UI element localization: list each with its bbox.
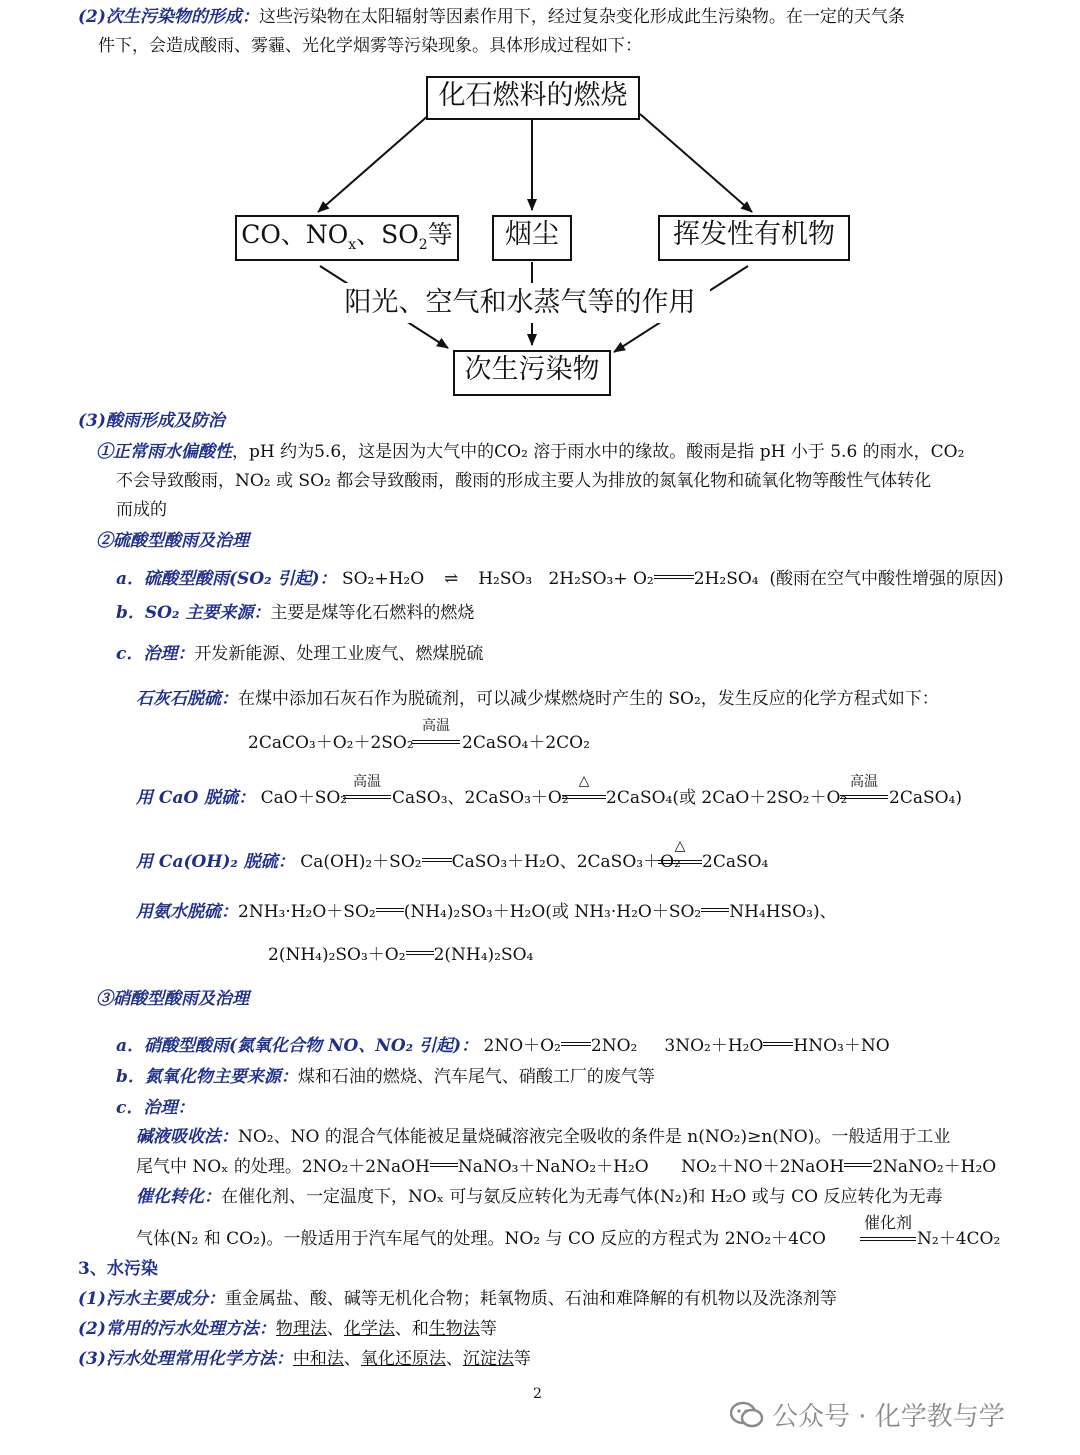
box-secondary-pollutant: 次生污染物 <box>453 350 611 396</box>
alkali-equations: 尾气中 NOₓ 的处理。2NO₂＋2NaOH NaNO₃＋NaNO₂＋H₂O NO₂＋NO＋2NaOH 2NaNO₂＋H₂O <box>136 1157 997 1177</box>
box-pollutant-gases: CO、$NO_x$、$SO_2$等 <box>235 215 459 261</box>
p1-line3: 而成的 <box>116 500 167 520</box>
catalytic-eq-left: 气体(N₂ 和 CO₂)。一般适用于汽车尾气的处理。NO₂ 与 CO 反应的方程式为 2NO₂＋4CO <box>136 1229 826 1249</box>
water-methods: (2)常用的污水处理方法：物理法、化学法、和生物法等 <box>78 1319 497 1339</box>
sec2-text1: 这些污染物在太阳辐射等因素作用下，经过复杂变化形成此生污染物。在一定的天气条 <box>258 7 905 27</box>
eq-sign-catalyst <box>860 1237 916 1241</box>
caoh2-line: 用 Ca(OH)₂ 脱硫： Ca(OH)₂＋SO₂ CaSO₃＋H₂O、2CaSO₃＋O₂ <box>136 852 681 872</box>
p1-line2: 不会导致酸雨，NO₂ 或 SO₂ 都会导致酸雨，酸雨的形成主要人为排放的氮氧化物和硫氧化物等酸性气体转化 <box>116 471 932 491</box>
nox-treatment-heading: c．治理： <box>116 1098 195 1118</box>
watermark-text: 公众号 · 化学教与学 <box>772 1402 1005 1432</box>
p3-heading: ③硝酸型酸雨及治理 <box>96 989 249 1009</box>
eq-sign-4 <box>840 795 888 799</box>
water-pollution-title: 3、水污染 <box>78 1259 158 1279</box>
cond-catalyst: 催化剂 <box>863 1213 912 1232</box>
sec2-text2: 件下，会造成酸雨、雾霾、光化学烟雾等污染现象。具体形成过程如下： <box>98 36 642 56</box>
eq-sign-1 <box>412 740 460 744</box>
flow-arrows <box>0 0 1080 400</box>
cond-high-temp-1: 高温 <box>422 718 450 734</box>
p1-line1: ①正常雨水偏酸性，pH 约为5.6，这是因为大气中的CO₂ 溶于雨水中的缘故。酸雨是指 pH 小于 5.6 的雨水，CO₂ <box>96 442 965 462</box>
cao-line: 用 CaO 脱硫： CaO＋SO₂ <box>136 788 348 808</box>
eq-sign-2 <box>343 795 391 799</box>
arrow-to-gases <box>318 114 430 212</box>
limestone-eq-right: 2CaSO₄＋2CO₂ <box>462 733 590 753</box>
cao-eq-mid: CaSO₃、2CaSO₃＋O₂ <box>392 788 569 808</box>
ammonia-line1: 用氨水脱硫：2NH₃·H₂O＋SO₂ (NH₄)₂SO₃＋H₂O(或 NH₃·H₂O＋SO₂ NH₄HSO₃)、 <box>136 902 837 922</box>
sec3-heading: (3)酸雨形成及防治 <box>78 411 225 431</box>
diagram-action-label: 阳光、空气和水蒸气等的作用 <box>330 283 710 323</box>
sulfuric-acid-rain: a．硫酸型酸雨(SO₂ 引起)： SO₂+H₂O ⇌ H₂SO₃ 2H₂SO₃+ O₂ 2H₂SO₄ (酸雨在空气中酸性增强的原因) <box>116 569 1004 589</box>
sec2-heading: (2)次生污染物的形成： <box>78 7 259 27</box>
ammonia-line2: 2(NH₄)₂SO₃＋O₂ 2(NH₄)₂SO₄ <box>268 945 534 965</box>
water-components: (1)污水主要成分：重金属盐、酸、碱等无机化合物；耗氧物质、石油和难降解的有机物以及洗涤剂等 <box>78 1289 837 1309</box>
box-dust: 烟尘 <box>492 215 572 261</box>
cao-eq-end: 2CaSO₄) <box>889 788 962 808</box>
alkali-absorption: 碱液吸收法：NO₂、NO 的混合气体能被足量烧碱溶液完全吸收的条件是 n(NO₂)≥n(NO)。一般适用于工业 <box>136 1127 951 1147</box>
catalytic-eq-right: N₂＋4CO₂ <box>917 1229 1001 1249</box>
arrow-to-organics <box>640 114 752 212</box>
water-chemical-methods: (3)污水处理常用化学方法：中和法、氧化还原法、沉淀法等 <box>78 1349 531 1369</box>
cao-eq-right: 2CaSO₄(或 2CaO＋2SO₂＋O₂ <box>606 788 848 808</box>
so2-source: b．SO₂ 主要来源：主要是煤等化石燃料的燃烧 <box>116 603 475 623</box>
nitric-acid-rain: a．硝酸型酸雨(氮氧化合物 NO、NO₂ 引起)： 2NO＋O₂ 2NO₂ 3NO₂＋H₂O HNO₃＋NO <box>116 1036 890 1056</box>
limestone-eq-left: 2CaCO₃＋O₂＋2SO₂ <box>248 733 414 753</box>
cond-heat-1: △ <box>578 773 590 789</box>
watermark <box>730 1396 1005 1433</box>
box-volatile-organics: 挥发性有机物 <box>658 215 850 261</box>
so2-treatment: c．治理：开发新能源、处理工业废气、燃煤脱硫 <box>116 644 484 664</box>
cond-heat-2: △ <box>674 838 686 854</box>
eq-sign-3 <box>562 795 606 799</box>
catalytic-conversion: 催化转化：在催化剂、一定温度下，NOₓ 可与氨反应转化为无毒气体(N₂)和 H₂O 或与 CO 反应转化为无毒 <box>136 1187 943 1207</box>
p2-heading: ②硫酸型酸雨及治理 <box>96 531 249 551</box>
nox-source: b．氮氧化物主要来源：煤和石油的燃烧、汽车尾气、硝酸工厂的废气等 <box>116 1067 655 1087</box>
caoh2-eq-end: 2CaSO₄ <box>702 852 769 872</box>
limestone-desulfurization: 石灰石脱硫：在煤中添加石灰石作为脱硫剂，可以减少煤燃烧时产生的 SO₂，发生反应的化学方程式如下： <box>136 689 939 709</box>
wechat-icon <box>730 1401 764 1429</box>
reversible-arrow: ⇌ <box>444 569 459 589</box>
cond-high-temp-3: 高温 <box>850 774 878 790</box>
page-number: 2 <box>533 1386 542 1402</box>
cond-high-temp-2: 高温 <box>353 774 381 790</box>
eq-sign-5 <box>658 860 702 864</box>
box-fossil-fuel: 化石燃料的燃烧 <box>426 76 640 120</box>
